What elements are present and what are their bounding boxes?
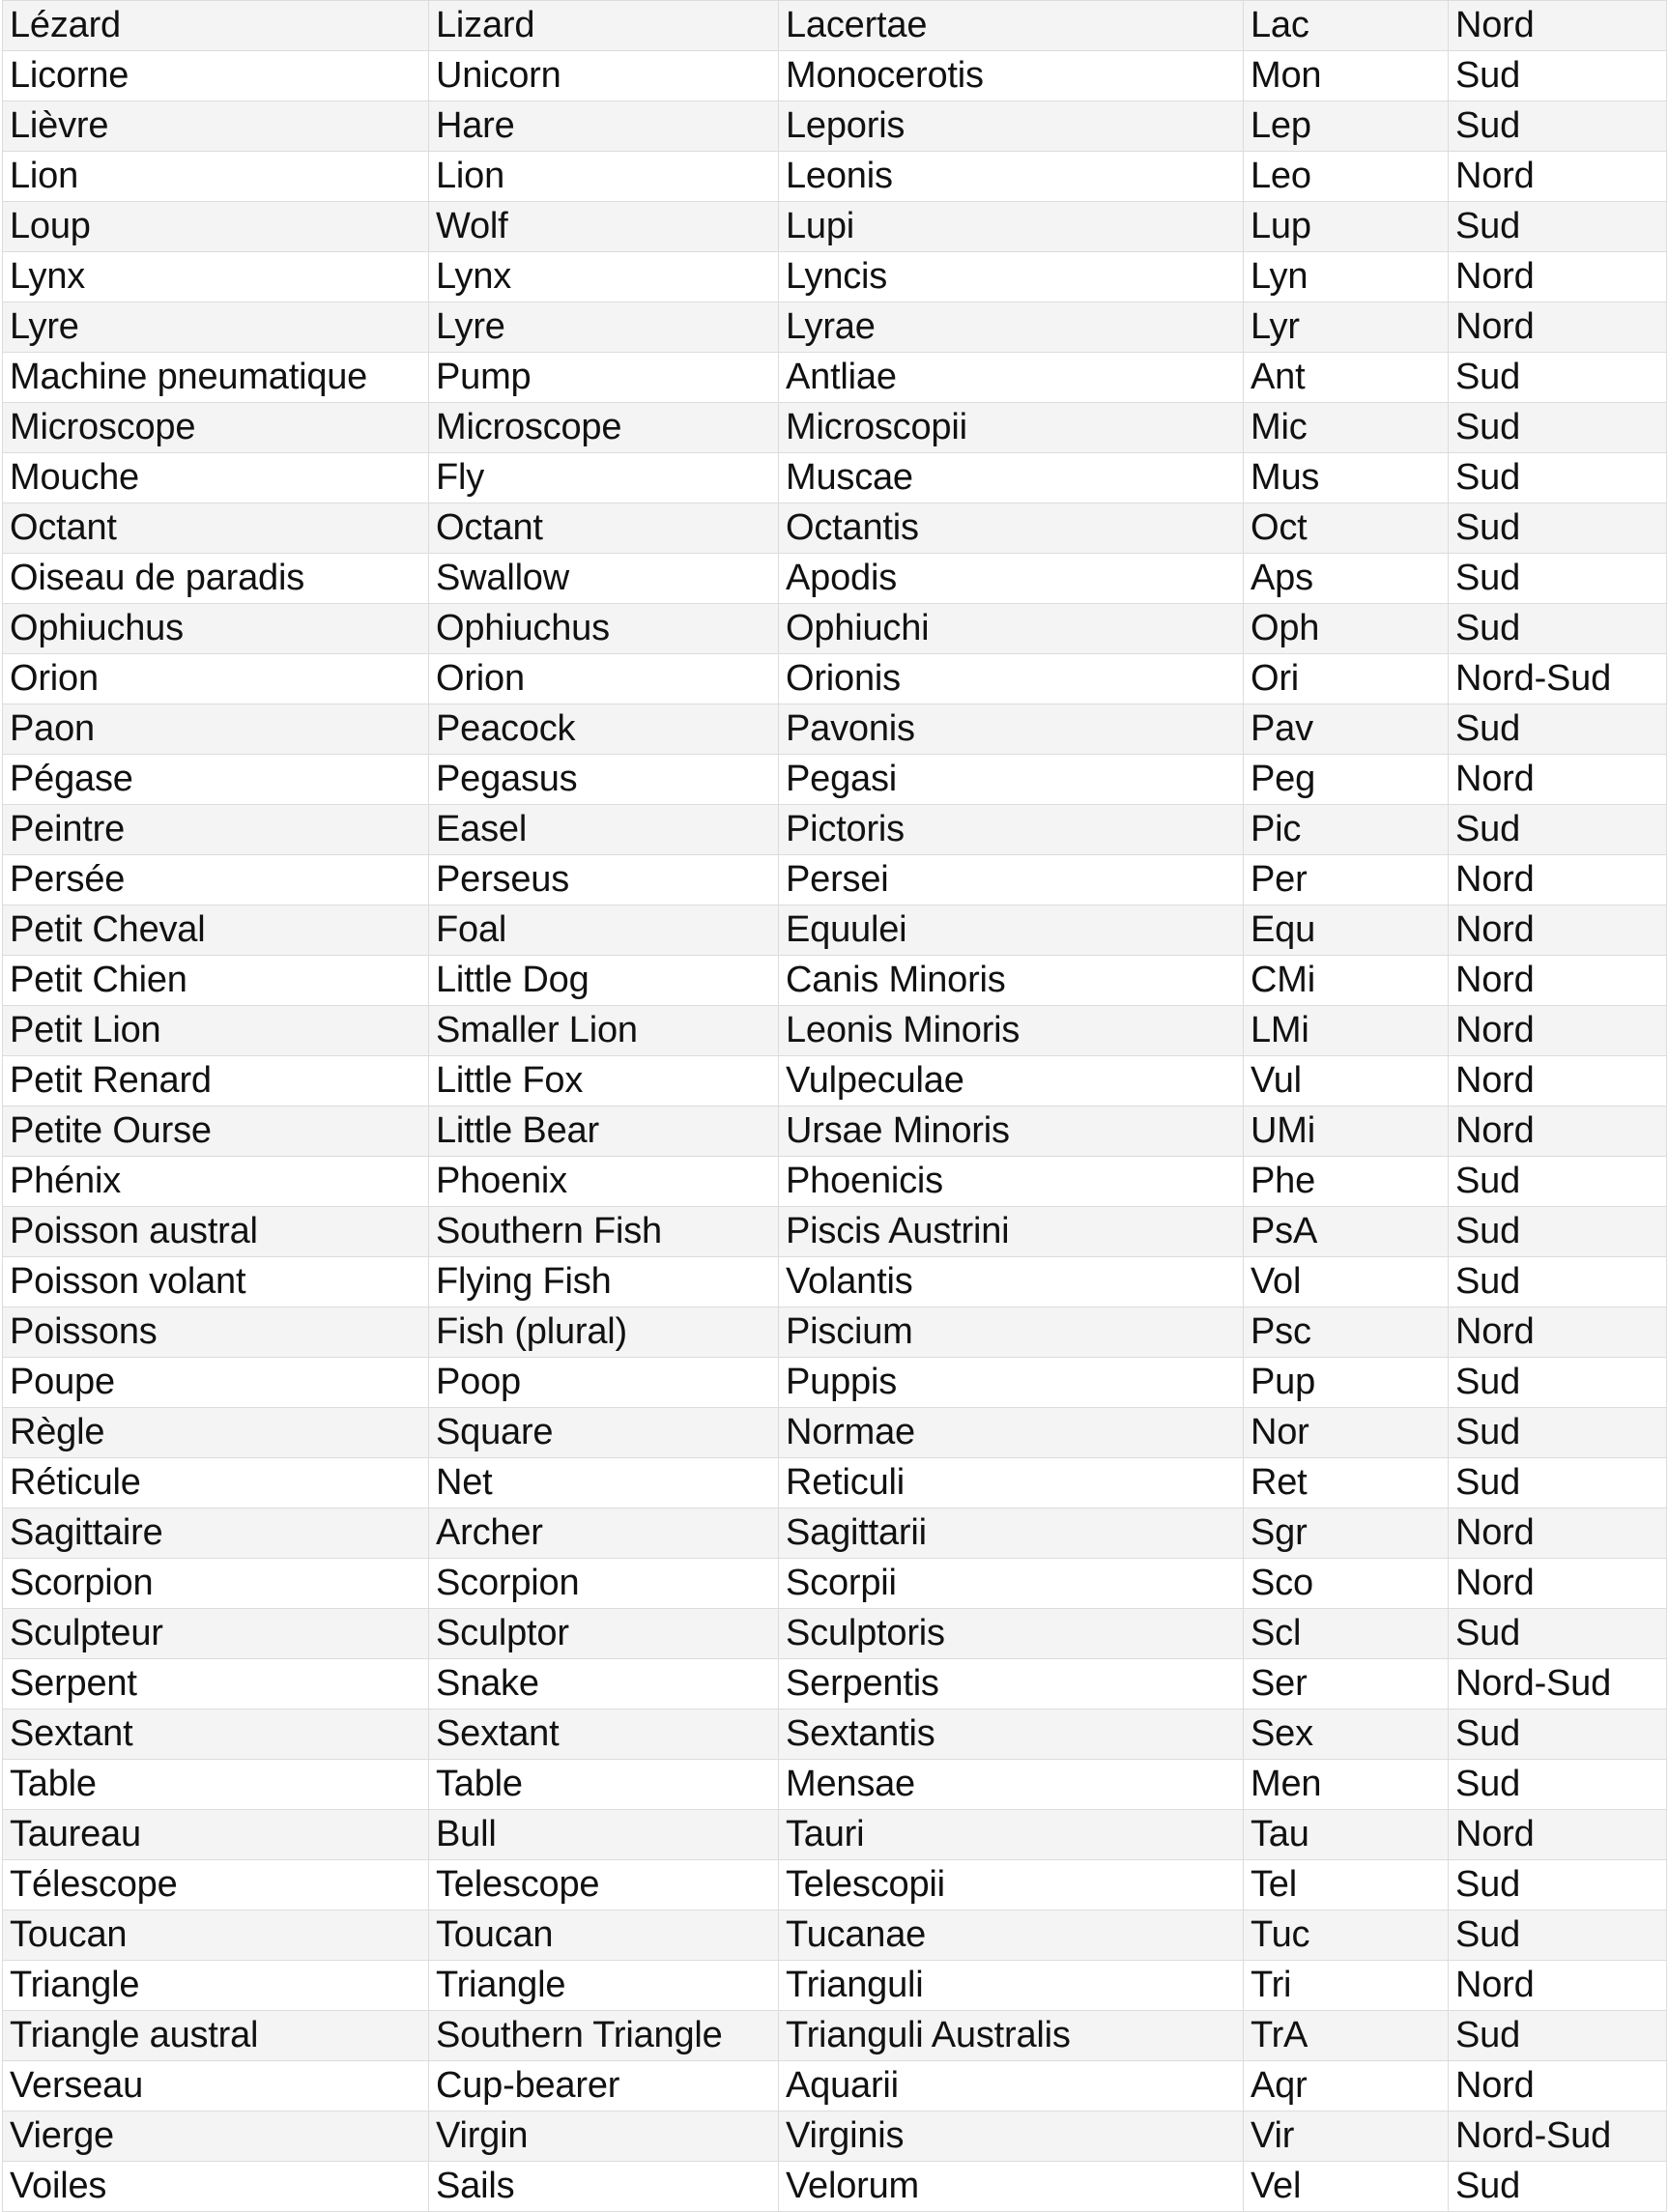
cell-english-name[interactable]: Southern Triangle	[429, 2011, 779, 2061]
cell-english-name[interactable]: Lynx	[429, 252, 779, 302]
cell-latin-genitive[interactable]: Tucanae	[779, 1910, 1244, 1961]
table-row	[3, 1810, 1667, 1860]
cell-latin-genitive[interactable]: Tauri	[779, 1810, 1244, 1860]
cell-latin-genitive[interactable]: Leonis Minoris	[779, 1006, 1244, 1056]
cell-french-name[interactable]: Mouche	[3, 453, 429, 503]
cell-hemisphere[interactable]: Sud	[1449, 1408, 1667, 1458]
cell-abbreviation[interactable]: Per	[1244, 855, 1449, 905]
cell-english-name[interactable]: Unicorn	[429, 51, 779, 101]
cell-english-name[interactable]: Ophiuchus	[429, 604, 779, 654]
cell-hemisphere[interactable]: Sud	[1449, 51, 1667, 101]
table-row	[3, 503, 1667, 554]
cell-hemisphere[interactable]: Sud	[1449, 1157, 1667, 1207]
cell-latin-genitive[interactable]: Puppis	[779, 1358, 1244, 1408]
table-row	[3, 1408, 1667, 1458]
cell-english-name[interactable]: Wolf	[429, 202, 779, 252]
cell-hemisphere[interactable]: Nord	[1449, 302, 1667, 353]
cell-french-name[interactable]: Triangle austral	[3, 2011, 429, 2061]
cell-french-name[interactable]: Triangle	[3, 1961, 429, 2011]
cell-french-name[interactable]: Poupe	[3, 1358, 429, 1408]
cell-english-name[interactable]: Flying Fish	[429, 1257, 779, 1307]
cell-english-name[interactable]: Perseus	[429, 855, 779, 905]
cell-hemisphere[interactable]: Nord	[1449, 1961, 1667, 2011]
table-row	[3, 403, 1667, 453]
table-row	[3, 654, 1667, 704]
cell-latin-genitive[interactable]: Antliae	[779, 353, 1244, 403]
constellation-table	[2, 0, 1667, 2212]
cell-hemisphere[interactable]: Nord-Sud	[1449, 1659, 1667, 1709]
cell-latin-genitive[interactable]: Ophiuchi	[779, 604, 1244, 654]
cell-hemisphere[interactable]: Nord	[1449, 905, 1667, 956]
cell-english-name[interactable]: Orion	[429, 654, 779, 704]
cell-french-name[interactable]: Verseau	[3, 2061, 429, 2111]
cell-french-name[interactable]: Pégase	[3, 755, 429, 805]
cell-latin-genitive[interactable]: Equulei	[779, 905, 1244, 956]
cell-french-name[interactable]: Lièvre	[3, 101, 429, 152]
table-row	[3, 1559, 1667, 1609]
cell-latin-genitive[interactable]: Virginis	[779, 2111, 1244, 2162]
cell-french-name[interactable]: Télescope	[3, 1860, 429, 1910]
cell-latin-genitive[interactable]: Pegasi	[779, 755, 1244, 805]
table-row	[3, 1207, 1667, 1257]
cell-hemisphere[interactable]: Nord	[1449, 252, 1667, 302]
cell-hemisphere[interactable]: Sud	[1449, 1609, 1667, 1659]
cell-french-name[interactable]: Ophiuchus	[3, 604, 429, 654]
cell-latin-genitive[interactable]: Aquarii	[779, 2061, 1244, 2111]
cell-english-name[interactable]: Little Fox	[429, 1056, 779, 1106]
cell-latin-genitive[interactable]: Lupi	[779, 202, 1244, 252]
cell-latin-genitive[interactable]: Pictoris	[779, 805, 1244, 855]
cell-latin-genitive[interactable]: Piscium	[779, 1307, 1244, 1358]
cell-latin-genitive[interactable]: Microscopii	[779, 403, 1244, 453]
cell-french-name[interactable]: Poisson volant	[3, 1257, 429, 1307]
table-row	[3, 1458, 1667, 1508]
table-row	[3, 252, 1667, 302]
table-row	[3, 1, 1667, 51]
cell-abbreviation[interactable]: UMi	[1244, 1106, 1449, 1157]
cell-hemisphere[interactable]: Nord-Sud	[1449, 2111, 1667, 2162]
cell-latin-genitive[interactable]: Persei	[779, 855, 1244, 905]
cell-french-name[interactable]: Loup	[3, 202, 429, 252]
cell-french-name[interactable]: Sculpteur	[3, 1609, 429, 1659]
cell-french-name[interactable]: Paon	[3, 704, 429, 755]
cell-english-name[interactable]: Microscope	[429, 403, 779, 453]
cell-hemisphere[interactable]: Sud	[1449, 353, 1667, 403]
table-row	[3, 101, 1667, 152]
cell-english-name[interactable]: Telescope	[429, 1860, 779, 1910]
cell-latin-genitive[interactable]: Piscis Austrini	[779, 1207, 1244, 1257]
cell-latin-genitive[interactable]: Trianguli	[779, 1961, 1244, 2011]
cell-latin-genitive[interactable]: Sagittarii	[779, 1508, 1244, 1559]
cell-hemisphere[interactable]: Sud	[1449, 554, 1667, 604]
table-row	[3, 755, 1667, 805]
cell-latin-genitive[interactable]: Trianguli Australis	[779, 2011, 1244, 2061]
cell-english-name[interactable]: Bull	[429, 1810, 779, 1860]
cell-abbreviation[interactable]: Scl	[1244, 1609, 1449, 1659]
cell-french-name[interactable]: Lyre	[3, 302, 429, 353]
cell-abbreviation[interactable]: Ori	[1244, 654, 1449, 704]
cell-hemisphere[interactable]: Sud	[1449, 202, 1667, 252]
table-row	[3, 1157, 1667, 1207]
cell-abbreviation[interactable]: TrA	[1244, 2011, 1449, 2061]
cell-abbreviation[interactable]: Sco	[1244, 1559, 1449, 1609]
cell-french-name[interactable]: Vierge	[3, 2111, 429, 2162]
cell-latin-genitive[interactable]: Lyrae	[779, 302, 1244, 353]
cell-abbreviation[interactable]: CMi	[1244, 956, 1449, 1006]
cell-abbreviation[interactable]: Lac	[1244, 1, 1449, 51]
table-row	[3, 1358, 1667, 1408]
cell-abbreviation[interactable]: Lyr	[1244, 302, 1449, 353]
cell-latin-genitive[interactable]: Sextantis	[779, 1709, 1244, 1760]
cell-french-name[interactable]: Phénix	[3, 1157, 429, 1207]
cell-hemisphere[interactable]: Sud	[1449, 1207, 1667, 1257]
cell-english-name[interactable]: Peacock	[429, 704, 779, 755]
cell-french-name[interactable]: Taureau	[3, 1810, 429, 1860]
cell-hemisphere[interactable]: Sud	[1449, 101, 1667, 152]
cell-hemisphere[interactable]: Nord	[1449, 1106, 1667, 1157]
table-row	[3, 805, 1667, 855]
cell-abbreviation[interactable]: Vul	[1244, 1056, 1449, 1106]
cell-hemisphere[interactable]: Sud	[1449, 805, 1667, 855]
cell-latin-genitive[interactable]: Sculptoris	[779, 1609, 1244, 1659]
cell-french-name[interactable]: Petit Chien	[3, 956, 429, 1006]
cell-latin-genitive[interactable]: Normae	[779, 1408, 1244, 1458]
cell-english-name[interactable]: Pump	[429, 353, 779, 403]
table-row	[3, 1860, 1667, 1910]
table-row	[3, 1659, 1667, 1709]
cell-abbreviation[interactable]: Mus	[1244, 453, 1449, 503]
table-row	[3, 1609, 1667, 1659]
table-row	[3, 1709, 1667, 1760]
cell-english-name[interactable]: Square	[429, 1408, 779, 1458]
cell-abbreviation[interactable]: Mon	[1244, 51, 1449, 101]
cell-latin-genitive[interactable]: Monocerotis	[779, 51, 1244, 101]
cell-abbreviation[interactable]: Pup	[1244, 1358, 1449, 1408]
table-row	[3, 2061, 1667, 2111]
cell-hemisphere[interactable]: Sud	[1449, 1910, 1667, 1961]
cell-english-name[interactable]: Net	[429, 1458, 779, 1508]
cell-hemisphere[interactable]: Sud	[1449, 403, 1667, 453]
cell-abbreviation[interactable]: Pic	[1244, 805, 1449, 855]
cell-abbreviation[interactable]: Aps	[1244, 554, 1449, 604]
cell-abbreviation[interactable]: Tri	[1244, 1961, 1449, 2011]
table-body	[3, 1, 1667, 2212]
cell-french-name[interactable]: Peintre	[3, 805, 429, 855]
cell-english-name[interactable]: Lyre	[429, 302, 779, 353]
cell-abbreviation[interactable]: LMi	[1244, 1006, 1449, 1056]
cell-english-name[interactable]: Scorpion	[429, 1559, 779, 1609]
cell-hemisphere[interactable]: Nord	[1449, 855, 1667, 905]
cell-hemisphere[interactable]: Nord	[1449, 152, 1667, 202]
cell-abbreviation[interactable]: Ser	[1244, 1659, 1449, 1709]
cell-latin-genitive[interactable]: Octantis	[779, 503, 1244, 554]
cell-french-name[interactable]: Table	[3, 1760, 429, 1810]
cell-french-name[interactable]: Lézard	[3, 1, 429, 51]
cell-english-name[interactable]: Sails	[429, 2162, 779, 2212]
cell-abbreviation[interactable]: Lyn	[1244, 252, 1449, 302]
cell-latin-genitive[interactable]: Reticuli	[779, 1458, 1244, 1508]
cell-abbreviation[interactable]: Ret	[1244, 1458, 1449, 1508]
cell-hemisphere[interactable]: Nord	[1449, 1006, 1667, 1056]
cell-abbreviation[interactable]: Peg	[1244, 755, 1449, 805]
table-row	[3, 554, 1667, 604]
cell-abbreviation[interactable]: Mic	[1244, 403, 1449, 453]
cell-french-name[interactable]: Petit Renard	[3, 1056, 429, 1106]
cell-abbreviation[interactable]: PsA	[1244, 1207, 1449, 1257]
table-row	[3, 1910, 1667, 1961]
cell-hemisphere[interactable]: Nord	[1449, 956, 1667, 1006]
cell-english-name[interactable]: Poop	[429, 1358, 779, 1408]
cell-abbreviation[interactable]: Vir	[1244, 2111, 1449, 2162]
cell-english-name[interactable]: Fish (plural)	[429, 1307, 779, 1358]
cell-abbreviation[interactable]: Aqr	[1244, 2061, 1449, 2111]
table-row	[3, 604, 1667, 654]
cell-french-name[interactable]: Scorpion	[3, 1559, 429, 1609]
cell-hemisphere[interactable]: Sud	[1449, 2011, 1667, 2061]
cell-hemisphere[interactable]: Sud	[1449, 704, 1667, 755]
table-row	[3, 1760, 1667, 1810]
cell-french-name[interactable]: Octant	[3, 503, 429, 554]
cell-hemisphere[interactable]: Nord	[1449, 1, 1667, 51]
table-row	[3, 202, 1667, 252]
cell-latin-genitive[interactable]: Leporis	[779, 101, 1244, 152]
cell-english-name[interactable]: Archer	[429, 1508, 779, 1559]
table-row	[3, 905, 1667, 956]
cell-latin-genitive[interactable]: Scorpii	[779, 1559, 1244, 1609]
cell-abbreviation[interactable]: Pav	[1244, 704, 1449, 755]
cell-abbreviation[interactable]: Lup	[1244, 202, 1449, 252]
cell-latin-genitive[interactable]: Pavonis	[779, 704, 1244, 755]
table-row	[3, 1106, 1667, 1157]
cell-abbreviation[interactable]: Vol	[1244, 1257, 1449, 1307]
cell-english-name[interactable]: Virgin	[429, 2111, 779, 2162]
table-row	[3, 1257, 1667, 1307]
cell-hemisphere[interactable]: Nord	[1449, 1559, 1667, 1609]
cell-french-name[interactable]: Lion	[3, 152, 429, 202]
table-row	[3, 453, 1667, 503]
cell-abbreviation[interactable]: Equ	[1244, 905, 1449, 956]
cell-hemisphere[interactable]: Nord	[1449, 2061, 1667, 2111]
table-row	[3, 1056, 1667, 1106]
cell-french-name[interactable]: Petit Cheval	[3, 905, 429, 956]
cell-latin-genitive[interactable]: Volantis	[779, 1257, 1244, 1307]
cell-hemisphere[interactable]: Sud	[1449, 2162, 1667, 2212]
cell-hemisphere[interactable]: Sud	[1449, 1257, 1667, 1307]
cell-latin-genitive[interactable]: Canis Minoris	[779, 956, 1244, 1006]
cell-abbreviation[interactable]: Oct	[1244, 503, 1449, 554]
cell-latin-genitive[interactable]: Lacertae	[779, 1, 1244, 51]
cell-english-name[interactable]: Sextant	[429, 1709, 779, 1760]
cell-abbreviation[interactable]: Ant	[1244, 353, 1449, 403]
cell-english-name[interactable]: Sculptor	[429, 1609, 779, 1659]
table-row	[3, 2111, 1667, 2162]
cell-hemisphere[interactable]: Nord	[1449, 1810, 1667, 1860]
table-row	[3, 1508, 1667, 1559]
cell-english-name[interactable]: Table	[429, 1760, 779, 1810]
cell-english-name[interactable]: Lizard	[429, 1, 779, 51]
cell-english-name[interactable]: Toucan	[429, 1910, 779, 1961]
cell-hemisphere[interactable]: Sud	[1449, 453, 1667, 503]
cell-english-name[interactable]: Phoenix	[429, 1157, 779, 1207]
cell-latin-genitive[interactable]: Leonis	[779, 152, 1244, 202]
cell-abbreviation[interactable]: Phe	[1244, 1157, 1449, 1207]
cell-latin-genitive[interactable]: Phoenicis	[779, 1157, 1244, 1207]
cell-latin-genitive[interactable]: Vulpeculae	[779, 1056, 1244, 1106]
table-row	[3, 956, 1667, 1006]
cell-english-name[interactable]: Smaller Lion	[429, 1006, 779, 1056]
table-row	[3, 353, 1667, 403]
cell-latin-genitive[interactable]: Velorum	[779, 2162, 1244, 2212]
cell-french-name[interactable]: Sagittaire	[3, 1508, 429, 1559]
cell-english-name[interactable]: Foal	[429, 905, 779, 956]
cell-abbreviation[interactable]: Vel	[1244, 2162, 1449, 2212]
cell-english-name[interactable]: Swallow	[429, 554, 779, 604]
cell-french-name[interactable]: Poisson austral	[3, 1207, 429, 1257]
cell-french-name[interactable]: Voiles	[3, 2162, 429, 2212]
cell-english-name[interactable]: Easel	[429, 805, 779, 855]
table-row	[3, 2162, 1667, 2212]
cell-french-name[interactable]: Serpent	[3, 1659, 429, 1709]
cell-hemisphere[interactable]: Sud	[1449, 1458, 1667, 1508]
table-row	[3, 855, 1667, 905]
cell-abbreviation[interactable]: Tuc	[1244, 1910, 1449, 1961]
cell-english-name[interactable]: Pegasus	[429, 755, 779, 805]
cell-english-name[interactable]: Cup-bearer	[429, 2061, 779, 2111]
cell-hemisphere[interactable]: Nord	[1449, 1508, 1667, 1559]
cell-latin-genitive[interactable]: Apodis	[779, 554, 1244, 604]
cell-latin-genitive[interactable]: Lyncis	[779, 252, 1244, 302]
cell-french-name[interactable]: Licorne	[3, 51, 429, 101]
cell-latin-genitive[interactable]: Muscae	[779, 453, 1244, 503]
cell-hemisphere[interactable]: Sud	[1449, 1709, 1667, 1760]
cell-french-name[interactable]: Lynx	[3, 252, 429, 302]
cell-french-name[interactable]: Machine pneumatique	[3, 353, 429, 403]
table-row	[3, 2011, 1667, 2061]
cell-french-name[interactable]: Oiseau de paradis	[3, 554, 429, 604]
cell-latin-genitive[interactable]: Ursae Minoris	[779, 1106, 1244, 1157]
cell-english-name[interactable]: Little Bear	[429, 1106, 779, 1157]
cell-hemisphere[interactable]: Sud	[1449, 1860, 1667, 1910]
cell-hemisphere[interactable]: Nord	[1449, 1307, 1667, 1358]
cell-french-name[interactable]: Règle	[3, 1408, 429, 1458]
cell-hemisphere[interactable]: Nord-Sud	[1449, 654, 1667, 704]
table-row	[3, 302, 1667, 353]
cell-abbreviation[interactable]: Men	[1244, 1760, 1449, 1810]
cell-english-name[interactable]: Triangle	[429, 1961, 779, 2011]
table-row	[3, 152, 1667, 202]
cell-french-name[interactable]: Petite Ourse	[3, 1106, 429, 1157]
cell-french-name[interactable]: Toucan	[3, 1910, 429, 1961]
cell-abbreviation[interactable]: Psc	[1244, 1307, 1449, 1358]
cell-abbreviation[interactable]: Oph	[1244, 604, 1449, 654]
cell-french-name[interactable]: Petit Lion	[3, 1006, 429, 1056]
table-row	[3, 51, 1667, 101]
cell-abbreviation[interactable]: Sgr	[1244, 1508, 1449, 1559]
cell-abbreviation[interactable]: Leo	[1244, 152, 1449, 202]
cell-english-name[interactable]: Little Dog	[429, 956, 779, 1006]
cell-hemisphere[interactable]: Sud	[1449, 1358, 1667, 1408]
cell-french-name[interactable]: Sextant	[3, 1709, 429, 1760]
cell-french-name[interactable]: Microscope	[3, 403, 429, 453]
cell-english-name[interactable]: Lion	[429, 152, 779, 202]
table-row	[3, 1961, 1667, 2011]
cell-french-name[interactable]: Poissons	[3, 1307, 429, 1358]
cell-abbreviation[interactable]: Tau	[1244, 1810, 1449, 1860]
cell-hemisphere[interactable]: Nord	[1449, 1056, 1667, 1106]
table-row	[3, 1307, 1667, 1358]
cell-english-name[interactable]: Hare	[429, 101, 779, 152]
cell-abbreviation[interactable]: Lep	[1244, 101, 1449, 152]
table-row	[3, 1006, 1667, 1056]
table-row	[3, 704, 1667, 755]
cell-hemisphere[interactable]: Sud	[1449, 503, 1667, 554]
cell-latin-genitive[interactable]: Serpentis	[779, 1659, 1244, 1709]
cell-french-name[interactable]: Réticule	[3, 1458, 429, 1508]
cell-abbreviation[interactable]: Sex	[1244, 1709, 1449, 1760]
cell-english-name[interactable]: Fly	[429, 453, 779, 503]
cell-hemisphere[interactable]: Sud	[1449, 604, 1667, 654]
cell-french-name[interactable]: Persée	[3, 855, 429, 905]
cell-english-name[interactable]: Southern Fish	[429, 1207, 779, 1257]
cell-abbreviation[interactable]: Nor	[1244, 1408, 1449, 1458]
cell-abbreviation[interactable]: Tel	[1244, 1860, 1449, 1910]
cell-latin-genitive[interactable]: Telescopii	[779, 1860, 1244, 1910]
cell-english-name[interactable]: Octant	[429, 503, 779, 554]
cell-french-name[interactable]: Orion	[3, 654, 429, 704]
cell-hemisphere[interactable]: Nord	[1449, 755, 1667, 805]
cell-latin-genitive[interactable]: Mensae	[779, 1760, 1244, 1810]
cell-hemisphere[interactable]: Sud	[1449, 1760, 1667, 1810]
cell-latin-genitive[interactable]: Orionis	[779, 654, 1244, 704]
cell-english-name[interactable]: Snake	[429, 1659, 779, 1709]
